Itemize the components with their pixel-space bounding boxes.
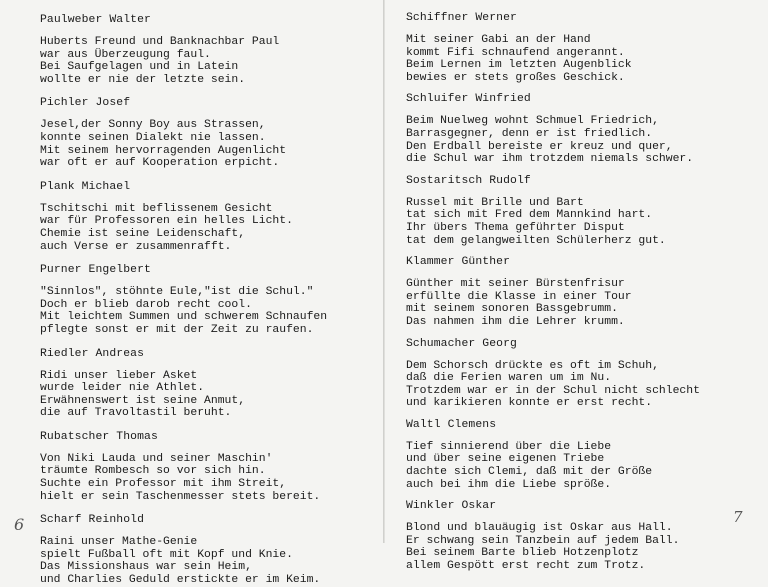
page-number-left: 6 [14,515,25,534]
verse-line: tat dem gelangweilten Schülerherz gut. [406,234,666,247]
verse-line: Das Missionshaus war sein Heim, [40,561,252,574]
verse [406,360,768,410]
verse-line: und über seine eigenen Triebe [406,453,605,466]
verse-line: Erwähnenswert ist seine Anmut, [40,394,246,407]
verse-line: war aus Überzeugung faul. [40,48,211,61]
poem-entry [40,97,384,169]
verse-line: Günther mit seiner Bürstenfrisur [406,278,625,291]
verse-line: spielt Fußball oft mit Kopf und Knie. [40,548,293,561]
verse-line: Doch er blieb darob recht cool. [40,298,252,311]
student-name: Plank Michael [40,180,131,193]
verse [40,536,384,586]
student-name: Paulweber Walter [40,14,151,26]
poem-entry [40,14,384,86]
verse-line: war oft er auf Kooperation erpicht. [40,157,280,170]
poem-entry [40,264,384,336]
verse-line: Jesel,der Sonny Boy aus Strassen, [40,119,266,132]
verse-line: "Sinnlos", stöhnte Eule,"ist die Schul." [40,286,314,299]
verse-line: daß die Ferien waren um im Nu. [406,372,612,385]
poem-entry [40,348,384,420]
student-name: Sostaritsch Rudolf [406,174,531,187]
verse-line: Er schwang sein Tanzbein auf jedem Ball. [406,534,680,547]
verse-line: träumte Rombesch so vor sich hin. [40,465,266,478]
verse-line: Trotzdem war er in der Schul nicht schlecht [406,384,700,397]
student-name: Waltl Clemens [406,418,497,431]
student-name: Rubatscher Thomas [40,430,158,443]
verse-line: erfüllte die Klasse in einer Tour [406,290,632,303]
verse [40,286,384,336]
verse-line: und Charlies Geduld erstickte er im Keim. [40,574,321,587]
poem-entry [40,181,384,253]
verse-line: tat sich mit Fred dem Mannkind hart. [406,209,653,222]
right-page [384,0,768,573]
verse-line: Von Niki Lauda und seiner Maschin' [40,452,273,465]
verse-line: Beim Lernen im letzten Augenblick [406,59,632,72]
poem-entry [406,500,768,572]
verse-line: und karikieren konnte er erst recht. [406,397,653,410]
poem-entry [40,431,384,503]
verse-line: Bei Saufgelagen und in Latein [40,61,239,74]
verse [40,119,384,169]
verse-line: Den Erdball bereiste er kreuz und quer, [406,140,673,153]
poem-entry [406,256,768,328]
verse-line: die Schul war ihm trotzdem niemals schwer. [406,153,694,166]
verse-line: Ridi unser lieber Asket [40,369,198,382]
verse-line: Chemie ist seine Leidenschaft, [40,227,246,240]
verse [40,370,384,420]
verse [40,203,384,253]
verse-line: Russel mit Brille und Bart [406,196,584,209]
poem-entry [40,514,384,586]
verse-line: auch Verse er zusammenrafft. [40,240,232,253]
verse-line: dachte sich Clemi, daß mit der Größe [406,466,653,479]
verse-line: Huberts Freund und Banknachbar Paul [40,36,280,48]
verse-line: wurde leider nie Athlet. [40,382,205,395]
page-number-right: 7 [733,508,743,526]
verse-line: Mit seinem hervorragenden Augenlicht [40,144,287,157]
verse-line: Dem Schorsch drückte es oft im Schuh, [406,359,659,372]
verse [406,278,768,328]
verse-line: hielt er sein Taschenmesser stets bereit. [40,490,321,503]
verse [406,197,768,247]
verse-line: Barrasgegner, denn er ist friedlich. [406,127,653,140]
student-name: Scharf Reinhold [40,514,145,527]
student-name: Schiffner Werner [406,12,517,24]
student-name: Schluifer Winfried [406,93,531,106]
verse-line: Das nahmen ihm die Lehrer krumm. [406,315,625,328]
verse-line: wollte er nie der letzte sein. [40,73,246,86]
verse-line: bewies er stets großes Geschick. [406,71,625,84]
verse-line: Suchte ein Professor mit ihm Streit, [40,478,287,491]
verse-line: Bei seinem Barte blieb Hotzenplotz [406,547,639,560]
verse-line: kommt Fifi schnaufend angerannt. [406,46,625,59]
verse-line: Raini unser Mathe-Genie [40,536,198,549]
student-name: Klammer Günther [406,256,511,269]
verse-line: Mit leichtem Summen und schwerem Schnaufen [40,311,328,324]
poem-entry [406,175,768,247]
student-name: Schumacher Georg [406,337,517,350]
verse [40,36,384,86]
student-name: Winkler Oskar [406,500,497,513]
verse-line: auch bei ihm die Liebe spröße. [406,478,612,491]
poem-entry [406,419,768,491]
verse [406,522,768,572]
verse-line: die auf Travoltastil beruht. [40,407,232,420]
poem-entry [406,338,768,410]
verse [406,441,768,491]
verse-line: Tschitschi mit beflissenem Gesicht [40,202,273,215]
verse [406,115,768,165]
verse-line: Mit seiner Gabi an der Hand [406,34,591,46]
verse-line: Tief sinnierend über die Liebe [406,440,612,453]
verse-line: allem Gespött erst recht zum Trotz. [406,560,646,573]
poem-entry [406,93,768,165]
student-name: Pichler Josef [40,97,131,110]
verse-line: mit seinem sonoren Bassgebrumm. [406,303,618,316]
verse-line: konnte seinen Dialekt nie lassen. [40,131,266,144]
verse-line: Blond und blauäugig ist Oskar aus Hall. [406,522,673,535]
student-name: Purner Engelbert [40,264,151,277]
verse-line: Beim Nuelweg wohnt Schmuel Friedrich, [406,115,659,128]
student-name: Riedler Andreas [40,347,145,360]
verse-line: Ihr übers Thema geführter Disput [406,221,625,234]
poem-entry [406,12,768,84]
verse-line: pflegte sonst er mit der Zeit zu raufen. [40,323,314,336]
verse [40,453,384,503]
verse-line: war für Professoren ein helles Licht. [40,215,293,228]
verse [406,34,768,84]
